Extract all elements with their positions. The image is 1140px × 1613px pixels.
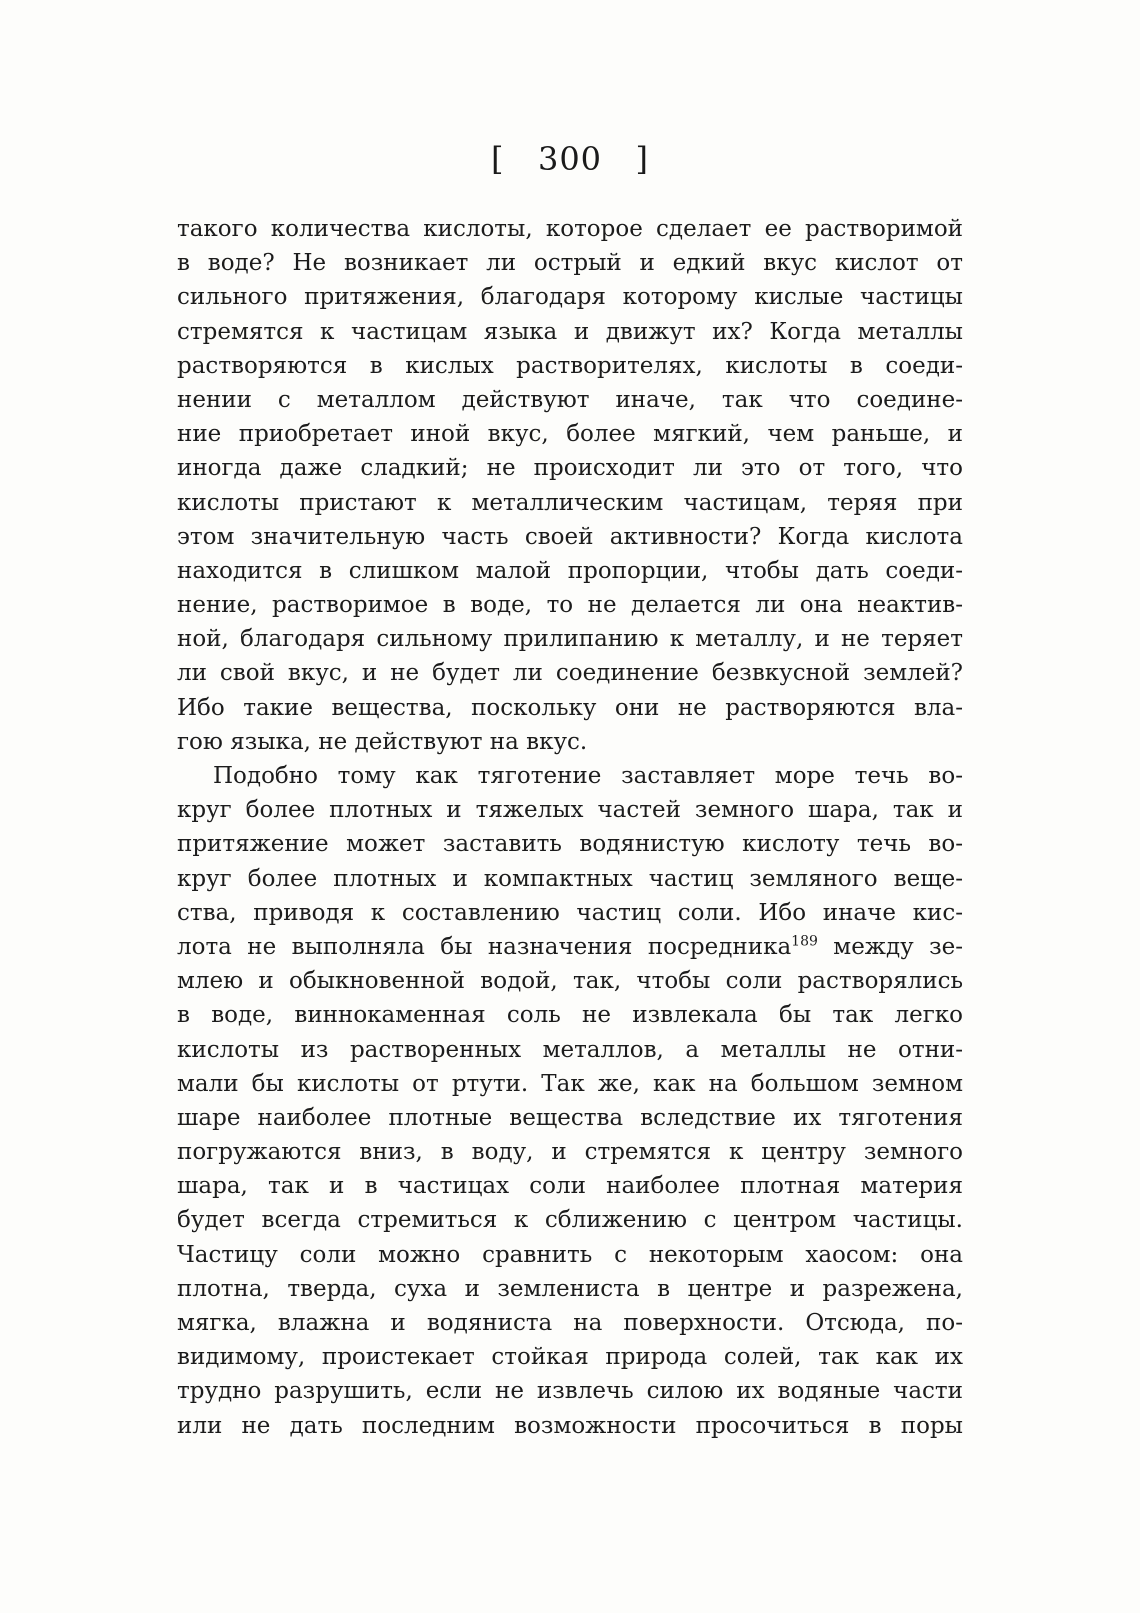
text-line: мали бы кислоты от ртути. Так же, как на большом земном <box>177 1070 963 1097</box>
text-line: Частицу соли можно сравнить с некоторым хаосом: она <box>177 1241 963 1268</box>
text-line: в воде? Не возникает ли острый и едкий вкус кислот от <box>177 250 963 277</box>
text-line: трудно разрушить, если не извлечь силою их водяные части <box>177 1378 963 1405</box>
text-line: в воде, виннокаменная соль не извлекала бы так легко <box>177 1002 963 1029</box>
text-line-with-footnote <box>177 930 963 964</box>
text-line: круг более плотных и тяжелых частей земного шара, так и <box>177 797 963 824</box>
text-line: ние приобретает иной вкус, более мягкий, чем раньше, и <box>177 421 963 448</box>
text-line: нении с металлом действуют иначе, так что соедине- <box>177 386 963 413</box>
text-line: такого количества кислоты, которое сделает ее растворимой <box>177 216 963 242</box>
text-line: кислоты из растворенных металлов, а металлы не отни- <box>177 1036 963 1063</box>
page-number: [ 300 ] <box>490 140 650 178</box>
text-line: млею и обыкновенной водой, так, чтобы соли растворялись <box>177 968 963 995</box>
text-line: ной, благодаря сильному прилипанию к металлу, и не теряет <box>177 626 963 653</box>
text-line: этом значительную часть своей активности? Когда кислота <box>177 523 963 550</box>
text-line: ства, приводя к составлению частиц соли. Ибо иначе кис- <box>177 899 963 926</box>
text-line: сильного притяжения, благодаря которому кислые частицы <box>177 284 963 311</box>
text-line: кислоты пристают к металлическим частицам, теряя при <box>177 489 963 516</box>
text-line: стремятся к частицам языка и движут их? Когда металлы <box>177 318 963 345</box>
text-line: круг более плотных и компактных частиц земляного веще- <box>177 865 963 892</box>
text-line: видимому, проистекает стойкая природа солей, так как их <box>177 1344 963 1371</box>
text-line: ли свой вкус, и не будет ли соединение безвкусной землей? <box>177 660 963 687</box>
text-line-head: лота не выполняла бы назначения посредника <box>177 933 792 960</box>
text-line: Ибо такие вещества, поскольку они не растворяются вла- <box>177 694 963 721</box>
text-line: притяжение может заставить водянистую кислоту течь во- <box>177 831 963 858</box>
text-line: будет всегда стремиться к сближению с центром частицы. <box>177 1207 963 1234</box>
text-line: погружаются вниз, в воду, и стремятся к центру земного <box>177 1139 963 1166</box>
body-text <box>177 212 963 1443</box>
text-line: иногда даже сладкий; не происходит ли это от того, что <box>177 455 963 482</box>
text-line: Подобно тому как тяготение заставляет море течь во- <box>213 763 963 789</box>
text-line: нение, растворимое в воде, то не делается ли она неактив- <box>177 592 963 619</box>
footnote-marker: 189 <box>791 933 818 950</box>
text-line: находится в слишком малой пропорции, чтобы дать соеди- <box>177 557 963 584</box>
text-line: шаре наиболее плотные вещества вследствие их тяготения <box>177 1104 963 1131</box>
text-line: или не дать последним возможности просочиться в поры <box>177 1412 963 1439</box>
text-line: гою языка, не действуют на вкус. <box>177 728 588 755</box>
text-line-tail: между зе- <box>817 933 963 960</box>
text-line: мягка, влажна и водяниста на поверхности. Отсюда, по- <box>177 1310 963 1336</box>
text-line: растворяются в кислых растворителях, кислоты в соеди- <box>177 352 963 379</box>
text-line: плотна, тверда, суха и землениста в центре и разрежена, <box>177 1275 963 1302</box>
text-line: шара, так и в частицах соли наиболее плотная материя <box>177 1173 963 1200</box>
